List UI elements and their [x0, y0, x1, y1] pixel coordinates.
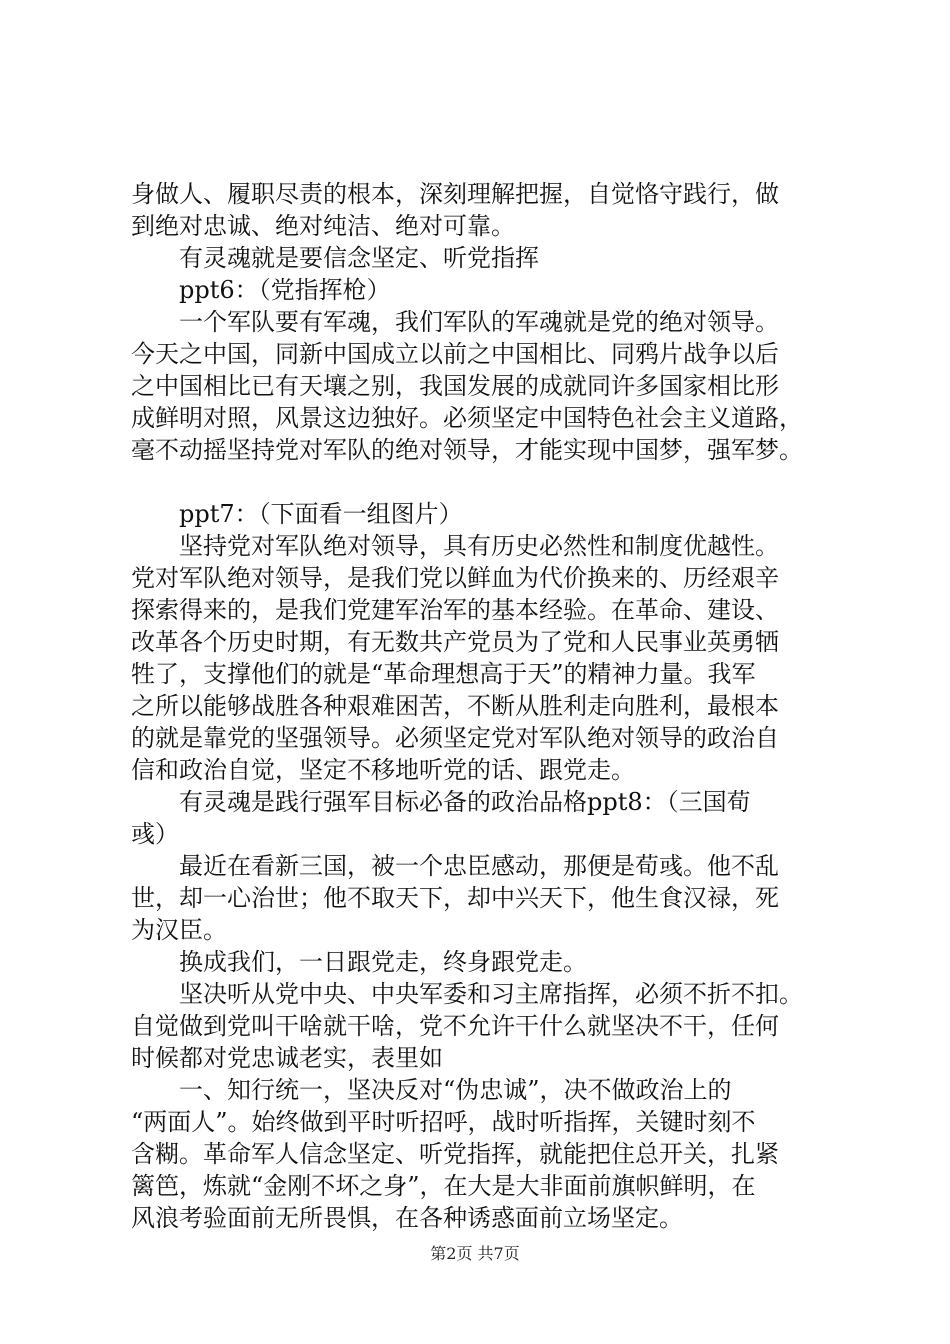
text-line-23: 世，却一心治世；他不取天下，却中兴天下，他生食汉禄，死 — [131, 884, 779, 912]
text-line-24: 为汉臣。 — [131, 916, 227, 944]
text-line-29: 一、知行统一，坚决反对“伪忠诚”，决不做政治上的 — [131, 1076, 732, 1104]
page-number-footer: 第2页 共7页 — [430, 1244, 520, 1263]
text-line-28: 时候都对党忠诚老实，表里如 — [131, 1044, 443, 1072]
text-line-17: 之所以能够战胜各种艰难困苦，不断从胜利走向胜利，最根本 — [131, 692, 779, 720]
text-line-8: 成鲜明对照，风景这边独好。必须坚定中国特色社会主义道路， — [131, 404, 803, 432]
text-line-6: 今天之中国，同新中国成立以前之中国相比、同鸦片战争以后 — [131, 340, 779, 368]
text-line-22: 最近在看新三国，被一个忠臣感动，那便是荀彧。他不乱 — [131, 852, 779, 880]
text-line-25: 换成我们，一日跟党走，终身跟党走。 — [131, 948, 587, 976]
text-line-14: 探索得来的，是我们党建军治军的基本经验。在革命、建设、 — [131, 596, 779, 624]
text-line-18: 的就是靠党的坚强领导。必须坚定党对军队绝对领导的政治自 — [131, 724, 779, 752]
text-line-9: 毫不动摇坚持党对军队的绝对领导，才能实现中国梦，强军梦。 — [131, 436, 803, 464]
text-line-11: ppt7：（下面看一组图片） — [131, 500, 463, 528]
text-line-33: 风浪考验面前无所畏惧，在各种诱惑面前立场坚定。 — [131, 1204, 683, 1232]
text-line-30: “两面人”。始终做到平时听招呼，战时听指挥，关键时刻不 — [131, 1108, 756, 1136]
document-body — [131, 178, 843, 1234]
text-line-26: 坚决听从党中央、中央军委和习主席指挥，必须不折不扣。 — [131, 980, 803, 1008]
text-line-5: 一个军队要有军魂，我们军队的军魂就是党的绝对领导。 — [131, 308, 779, 336]
text-line-21: 彧） — [131, 820, 179, 848]
paragraph-gap — [131, 466, 843, 498]
text-line-32: 篱笆，炼就“金刚不坏之身”，在大是大非面前旗帜鲜明，在 — [131, 1172, 756, 1200]
text-line-15: 改革各个历史时期，有无数共产党员为了党和人民事业英勇牺 — [131, 628, 779, 656]
text-line-2: 到绝对忠诚、绝对纯洁、绝对可靠。 — [131, 212, 515, 240]
text-line-7: 之中国相比已有天壤之别，我国发展的成就同许多国家相比形 — [131, 372, 779, 400]
text-line-1: 身做人、履职尽责的根本，深刻理解把握，自觉恪守践行，做 — [131, 180, 779, 208]
text-line-19: 信和政治自觉，坚定不移地听党的话、跟党走。 — [131, 756, 635, 784]
text-line-16: 牲了，支撑他们的就是“革命理想高于天”的精神力量。我军 — [131, 660, 756, 688]
text-line-12: 坚持党对军队绝对领导，具有历史必然性和制度优越性。 — [131, 532, 779, 560]
text-line-4: ppt6：（党指挥枪） — [131, 276, 391, 304]
text-line-31: 含糊。革命军人信念坚定、听党指挥，就能把住总开关，扎紧 — [131, 1140, 779, 1168]
text-line-13: 党对军队绝对领导，是我们党以鲜血为代价换来的、历经艰辛 — [131, 564, 779, 592]
text-line-27: 自觉做到党叫干啥就干啥，党不允许干什么就坚决不干，任何 — [131, 1012, 779, 1040]
text-line-3: 有灵魂就是要信念坚定、听党指挥 — [131, 244, 539, 272]
text-line-20: 有灵魂是践行强军目标必备的政治品格ppt8：（三国荀 — [131, 788, 751, 816]
